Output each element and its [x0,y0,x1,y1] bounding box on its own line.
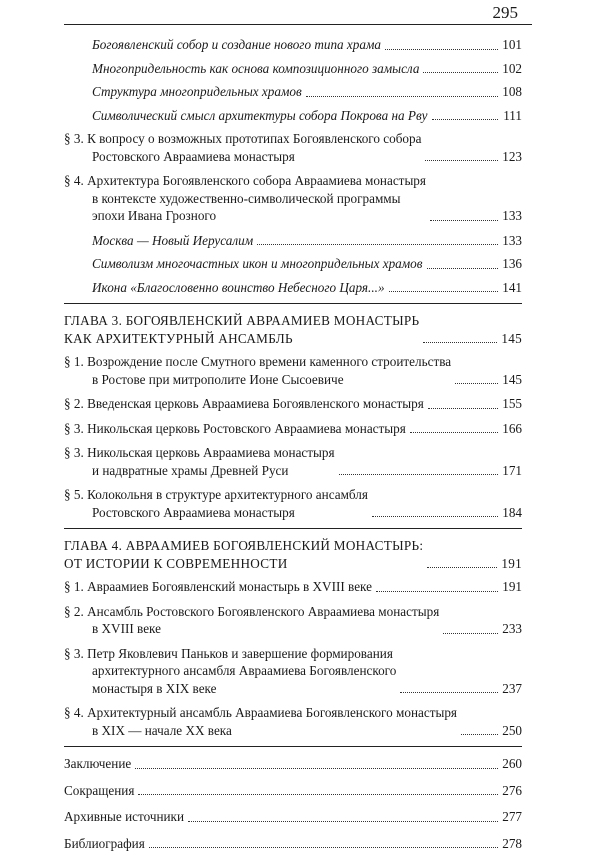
toc-entry-para[interactable] [64,420,522,438]
toc-entry-line: § 1. Авраамиев Богоявленский монастырь в XVIII веке [64,579,372,594]
toc-entry-line: Символический смысл архитектуры собора Покрова на Рву [92,107,428,123]
dot-leader [149,847,498,848]
dot-leader [257,244,498,245]
toc-entry-simple[interactable] [64,808,522,826]
toc-entry-chapter[interactable] [64,312,522,347]
toc-entry-sub[interactable] [64,107,522,125]
dot-leader [427,567,497,568]
toc-entry-line: § 3. Петр Яковлевич Паньков и завершение формирования [64,645,393,661]
dot-leader [432,119,498,120]
dot-leader [400,692,498,693]
dot-leader [306,96,498,97]
toc-entry-line: Ростовского Авраамиева монастыря [92,148,295,164]
toc-entry-line: Библиография [64,835,145,851]
toc-entry-line: ГЛАВА 3. БОГОЯВЛЕНСКИЙ АВРААМИЕВ МОНАСТЫРЬ [64,313,420,328]
toc-entry-para[interactable] [64,704,522,739]
dot-leader [376,591,498,592]
dot-leader [461,734,498,735]
toc-entry-page: 278 [502,835,522,851]
toc-entry-page: 260 [502,756,522,771]
toc-entry-para[interactable] [64,645,522,698]
header-rule [64,24,532,25]
toc-entry-line: § 4. Архитектурный ансамбль Авраамиева Богоявленского монастыря [64,705,457,720]
toc-entry-page: 233 [502,621,522,636]
toc-entry-title [92,107,428,125]
toc-entry-title [64,172,426,225]
toc-entry-title [92,83,302,101]
toc-entry-line: § 1. Возрождение после Смутного времени каменного строительства [64,354,452,369]
dot-leader [423,72,498,73]
table-of-contents [64,36,522,861]
toc-entry-page: 191 [502,579,522,594]
toc-entry-para[interactable] [64,486,522,521]
toc-entry-line: ГЛАВА 4. АВРААМИЕВ БОГОЯВЛЕНСКИЙ МОНАСТЫРЬ: [64,538,424,553]
dot-leader [410,432,498,433]
toc-entry-line: Москва — Новый Иерусалим [92,232,254,248]
toc-entry-title [64,835,145,853]
toc-entry-title [64,486,368,521]
toc-entry-line: § 3. К вопросу о возможных прототипах Богоявленского собора [64,131,422,146]
toc-entry-title [92,60,419,78]
toc-entry-page: 136 [502,256,522,271]
toc-entry-title [64,603,439,638]
toc-entry-line: эпохи Ивана Грозного [92,208,217,223]
toc-entry-line: § 2. Введенская церковь Авраамиева Богоявленского монастыря [64,396,424,411]
toc-entry-line: в XIX — начале XX века [92,722,232,738]
toc-entry-title [92,232,253,250]
toc-entry-line: Символизм многочастных икон и многопридельных храмов [92,256,423,271]
toc-entry-page: 123 [502,148,522,164]
toc-entry-title [64,645,396,698]
toc-entry-page: 166 [502,420,522,436]
toc-entry-line: в XVIII веке [92,621,161,636]
toc-entry-title [64,420,406,438]
dot-leader [372,516,498,517]
toc-entry-line: § 4. Архитектура Богоявленского собора Авраамиева монастыря [64,173,426,188]
toc-entry-para[interactable] [64,444,522,479]
toc-entry-title [64,755,131,773]
section-divider [64,528,522,529]
dot-leader [427,268,499,269]
toc-entry-title [92,36,381,54]
toc-entry-line: архитектурного ансамбля Авраамиева Богоявленского [92,663,397,678]
toc-entry-page: 108 [502,84,522,99]
toc-entry-page: 184 [502,504,522,520]
toc-entry-line: Многопридельность как основа композиционного замысла [92,60,420,76]
toc-entry-title [64,704,457,739]
dot-leader [423,342,497,343]
toc-entry-page: 250 [502,722,522,738]
toc-entry-page: 102 [502,60,522,76]
toc-entry-page: 171 [502,462,522,478]
toc-entry-para[interactable] [64,172,522,225]
toc-entry-page: 133 [502,232,522,248]
toc-entry-sub[interactable] [64,255,522,273]
dot-leader [389,291,498,292]
toc-entry-page: 237 [502,680,522,696]
toc-entry-simple[interactable] [64,782,522,800]
toc-entry-sub[interactable] [64,232,522,250]
dot-leader [425,160,498,161]
toc-entry-simple[interactable] [64,755,522,773]
toc-entry-simple[interactable] [64,835,522,853]
toc-entry-sub[interactable] [64,60,522,78]
toc-entry-para[interactable] [64,353,522,388]
toc-entry-line: Архивные источники [64,809,185,824]
toc-entry-line: § 3. Никольская церковь Авраамиева монастыря [64,445,335,460]
toc-entry-page: 111 [503,107,522,123]
toc-entry-sub[interactable] [64,36,522,54]
page-number: 295 [492,3,518,22]
dot-leader [188,821,498,822]
toc-entry-para[interactable] [64,603,522,638]
dot-leader [135,768,498,769]
toc-entry-line: в Ростове при митрополите Ионе Сысоевиче [92,371,344,387]
toc-entry-title [64,312,419,347]
toc-entry-page: 276 [502,782,522,798]
toc-entry-line: в контексте художественно-символической программы [92,190,401,206]
section-divider [64,303,522,304]
toc-entry-line: Богоявленский собор и создание нового типа храма [92,37,381,52]
toc-entry-line: и надвратные храмы Древней Руси [92,462,289,478]
toc-entry-title [64,444,335,479]
toc-entry-title [64,130,421,165]
toc-entry-line: Заключение [64,756,132,771]
toc-entry-title [64,395,424,413]
toc-entry-line: Сокращения [64,782,135,798]
toc-entry-page: 145 [502,371,522,387]
dot-leader [385,49,498,50]
toc-entry-para[interactable] [64,578,522,596]
toc-entry-line: Икона «Благословенно воинство Небесного Царя...» [92,279,385,295]
toc-entry-page: 191 [501,555,522,571]
toc-entry-page: 101 [502,37,522,52]
toc-entry-title [64,808,184,826]
toc-entry-line: монастыря в XIX веке [92,680,217,696]
toc-entry-line: Ростовского Авраамиева монастыря [92,504,295,520]
dot-leader [455,383,498,384]
toc-entry-page: 133 [502,208,522,223]
toc-entry-page: 145 [501,330,522,346]
toc-entry-line: § 5. Колокольня в структуре архитектурного ансамбля [64,487,368,502]
toc-entry-title [92,279,385,297]
toc-entry-chapter[interactable] [64,537,522,572]
section-divider [64,746,522,747]
toc-entry-title [64,782,134,800]
dot-leader [443,633,498,634]
toc-entry-para[interactable] [64,395,522,413]
dot-leader [428,408,498,409]
toc-entry-title [64,578,372,596]
toc-entry-title [64,537,423,572]
toc-entry-sub[interactable] [64,279,522,297]
toc-entry-title [64,353,451,388]
toc-entry-page: 155 [502,396,522,411]
toc-entry-sub[interactable] [64,83,522,101]
toc-entry-page: 277 [502,809,522,824]
toc-entry-line: § 3. Никольская церковь Ростовского Авраамиева монастыря [64,420,406,436]
dot-leader [339,474,498,475]
toc-entry-line: Структура многопридельных храмов [92,84,302,99]
dot-leader [430,220,498,221]
toc-entry-title [92,255,423,273]
dot-leader [138,794,498,795]
toc-entry-line: КАК АРХИТЕКТУРНЫЙ АНСАМБЛЬ [64,330,293,346]
toc-entry-page: 141 [502,279,522,295]
toc-entry-line: § 2. Ансамбль Ростовского Богоявленского Авраамиева монастыря [64,603,440,619]
toc-entry-line: ОТ ИСТОРИИ К СОВРЕМЕННОСТИ [64,555,288,571]
toc-entry-para[interactable] [64,130,522,165]
